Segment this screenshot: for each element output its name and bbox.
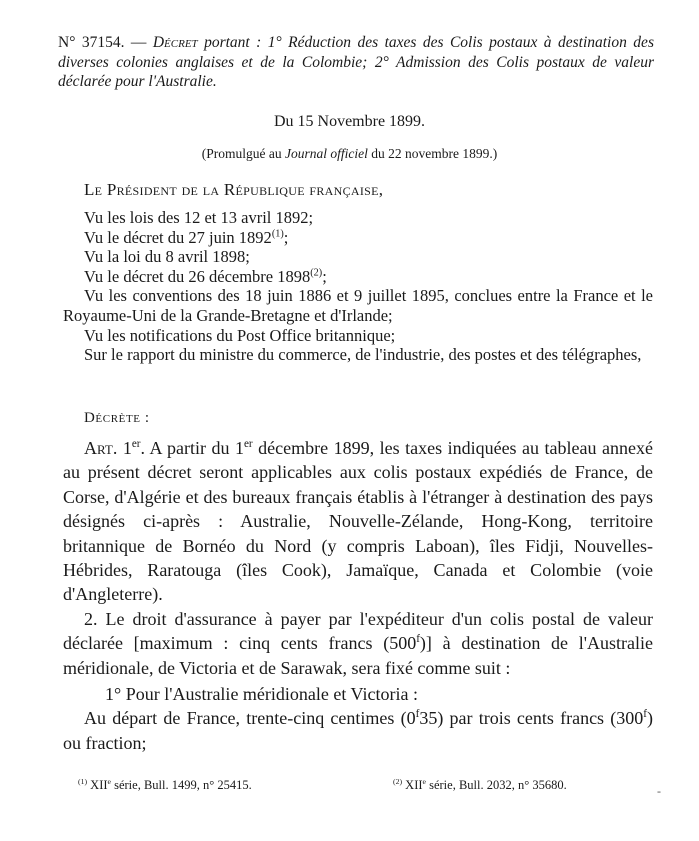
vu-line (63, 228, 653, 248)
vu-line (63, 286, 653, 325)
footnote-2-text: XII (402, 778, 423, 792)
depart-sup1: f (415, 708, 420, 721)
promulgation-journal: Journal officiel (285, 146, 368, 161)
article-text-b: décembre 1899, les taxes indiquées au tableau annexé au présent décret seront applicables aux colis postaux expédiés de France, de Corse, d'Algérie et des bureaux français établis à l'étranger à destination des pays désignés ci-après : Australie, Nouvelle-Zélande, Hong-Kong, territoire britannique de Bornéo du Nord (y compris Laboan), îles Fidji, Nouvelles-Hébrides, Raratouga (îles Cook), Jamaïque, Canada et Colombie (voie d'Angleterre). (63, 438, 653, 605)
promulgation-before: (Promulgué au (201, 146, 286, 161)
decree-number: N° 37154. — (58, 34, 153, 51)
president-line: Le Président de la République française, (84, 180, 384, 199)
promulgation-note (0, 146, 699, 162)
footnote-2-sup: e (422, 776, 426, 786)
footnote-2 (393, 778, 567, 793)
promulgation-after: du 22 novembre 1899.) (367, 146, 498, 161)
article-label: Art. 1 (84, 438, 132, 458)
footnote-ref: (1) (271, 228, 284, 240)
depart-b: 35) par trois cents francs (300 (419, 708, 644, 729)
decree-subject: portant : 1° Réduction des taxes des Colis postaux à destination des diverses colonies anglaises et de la Colombie; 2° Admission des Colis postaux de valeur déclarée pour l'Australie. (58, 34, 654, 90)
vu-punct: ; (283, 227, 289, 247)
footnote-1-sup: e (107, 776, 111, 786)
vu-line (63, 345, 653, 365)
vu-line (63, 247, 653, 267)
footnote-1 (78, 778, 252, 793)
article-text-sup: er (243, 438, 253, 450)
footnote-1-rest: série, Bull. 1499, n° 25415. (110, 778, 252, 792)
vu-text: Vu la loi du 8 avril 1898; (84, 247, 250, 267)
article-1 (63, 436, 653, 607)
vu-text: Vu le décret du 27 juin 1892 (84, 227, 272, 247)
articles (63, 436, 653, 755)
article-label-sup: er (131, 438, 141, 450)
article2-text-b: )] à destination de l'Australie méridionale, de Victoria et de Sarawak, sera fixé comme suit : (63, 633, 653, 678)
decree-word: Décret (152, 34, 198, 51)
footnote-2-mark: (2) (393, 776, 403, 786)
considerants (63, 208, 653, 365)
depart-sup2: f (643, 708, 647, 721)
vu-text: Vu les conventions des 18 juin 1886 et 9 juillet 1895, conclues entre la France et le Royaume-Uni de la Grande-Bretagne et d'Irlande; (63, 286, 653, 325)
decree-date: Du 15 Novembre 1899. (273, 113, 426, 130)
depart-line (63, 706, 653, 755)
footnote-2-rest: série, Bull. 2032, n° 35680. (425, 778, 567, 792)
vu-text: Vu le décret du 26 décembre 1898 (84, 266, 311, 286)
decree-heading (58, 33, 654, 92)
decrete-heading: Décrète : (84, 410, 150, 426)
margin-mark: - (657, 784, 661, 798)
vu-text: Vu les lois des 12 et 13 avril 1892; (84, 208, 314, 227)
footnote-ref: (2) (310, 267, 323, 279)
vu-punct: ; (322, 266, 327, 286)
vu-line (63, 267, 653, 287)
footnote-1-mark: (1) (78, 776, 88, 786)
footnote-1-text: XII (87, 778, 108, 792)
item-1: 1° Pour l'Australie méridionale et Victoria : (105, 684, 418, 705)
vu-line (63, 326, 653, 346)
vu-line (63, 208, 653, 228)
depart-a: Au départ de France, trente-cinq centimes (0 (84, 708, 416, 729)
article2-text-a: 2. Le droit d'assurance à payer par l'expéditeur d'un colis postal de valeur déclarée [maximum : cinq cents francs (500 (63, 608, 653, 654)
article-text-a: . A partir du 1 (140, 438, 244, 458)
depart-c: ) ou fraction; (63, 708, 653, 753)
article2-sup: f (416, 633, 420, 646)
vu-text: Vu les notifications du Post Office britannique; (84, 325, 396, 345)
article-2 (63, 607, 653, 680)
vu-text: Sur le rapport du ministre du commerce, de l'industrie, des postes et des télégraphes, (84, 345, 642, 365)
